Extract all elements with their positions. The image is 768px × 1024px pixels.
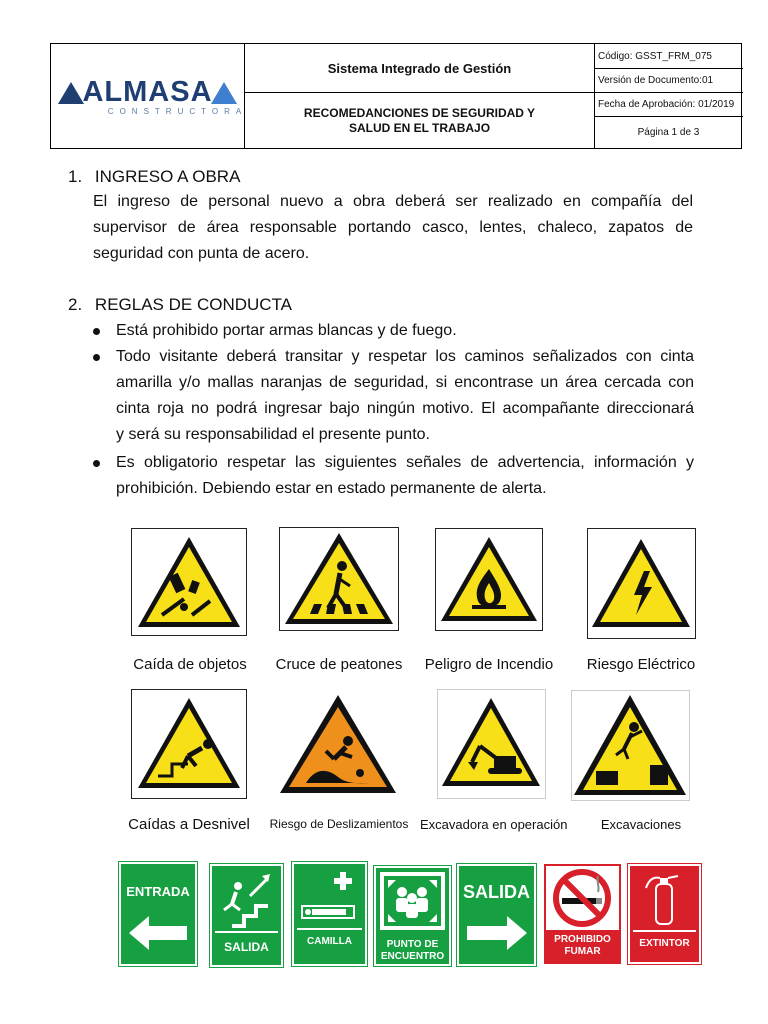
rule-line: Está prohibido portar armas blancas y de fuego. — [116, 322, 457, 339]
stretcher-label: CAMILLA — [307, 935, 352, 947]
section1-line: El ingreso de personal nuevo a obra deberá ser realizado en compañía del — [93, 193, 693, 210]
fire-icon — [436, 529, 542, 630]
fire-extinguisher-icon — [630, 866, 699, 932]
section1-paragraph — [93, 189, 693, 267]
landslide-risk-sign — [276, 689, 401, 799]
no-smoking-label-2: FUMAR — [564, 946, 601, 957]
caption-excavations: Excavaciones — [600, 817, 682, 832]
logo-triangle-icon — [58, 82, 84, 104]
fire-hazard-sign — [435, 528, 543, 631]
document-version — [598, 69, 743, 92]
rule-bullet-3 — [116, 450, 694, 502]
landslide-icon — [276, 689, 401, 799]
electric-risk-sign — [587, 528, 696, 639]
falling-objects-icon — [132, 529, 246, 635]
page-number — [594, 117, 743, 148]
salida-sign — [457, 864, 536, 966]
no-smoking-icon — [546, 866, 619, 932]
stretcher-sign — [292, 862, 367, 966]
meeting-point-label-2: ENCUENTRO — [380, 951, 445, 962]
excavator-operation-sign — [437, 689, 546, 799]
logo-subtitle: CONSTRUCTORA — [107, 107, 248, 116]
falling-objects-sign — [131, 528, 247, 636]
document-header — [50, 43, 742, 149]
bullet-dot — [93, 460, 100, 467]
no-smoking-sign — [544, 864, 621, 964]
caption-fall-from-height: Caídas a Desnivel — [128, 816, 250, 833]
caption-excavator-operation: Excavadora en operación — [420, 817, 568, 832]
fire-extinguisher-label: EXTINTOR — [639, 937, 690, 949]
bullet-dot — [93, 354, 100, 361]
stretcher-icon — [294, 864, 365, 932]
section1-heading — [68, 167, 240, 187]
rule-line: Es obligatorio respetar las siguientes señales de advertencia, información y — [116, 454, 694, 471]
document-version-text: Versión de Documento:01 — [598, 75, 714, 86]
document-title-text: RECOMEDANCIONES DE SEGURIDAD Y SALUD EN EL TRABAJO — [303, 105, 536, 135]
rule-bullet-1 — [116, 318, 694, 344]
caption-landslide-risk: Riesgo de Deslizamientos — [269, 817, 409, 831]
caption-fire-hazard: Peligro de Incendio — [424, 656, 554, 673]
lightning-icon — [588, 529, 695, 638]
excavations-sign — [571, 690, 690, 801]
arrow-right-icon — [459, 908, 534, 958]
rule-line: amarilla y/o mallas naranjas de seguridad, si encontrase un área cercada con — [116, 374, 694, 391]
no-smoking-label-1: PROHIBIDO — [554, 934, 611, 945]
approval-date-text: Fecha de Aprobación: 01/2019 — [598, 99, 735, 110]
rule-line: cinta roja no podrá ingresar bajo ningún motivo. El acompañante direccionará — [116, 400, 694, 417]
excavation-fall-icon — [572, 691, 689, 800]
fall-from-height-sign — [131, 689, 247, 799]
caption-falling-objects: Caída de objetos — [133, 656, 247, 673]
arrow-left-icon — [121, 908, 195, 958]
pedestrian-crossing-sign — [279, 527, 399, 631]
caption-electric-risk: Riesgo Eléctrico — [586, 656, 696, 673]
entrada-label: ENTRADA — [126, 884, 190, 899]
section1-number: 1. — [68, 167, 83, 186]
caption-pedestrian-crossing: Cruce de peatones — [275, 656, 403, 673]
meeting-point-sign — [374, 866, 451, 966]
logo-text: ALMASA — [82, 76, 213, 108]
rule-line: y será su responsabilidad el presente punto. — [116, 426, 430, 443]
document-code — [598, 44, 743, 68]
section1-title: INGRESO A OBRA — [94, 167, 241, 186]
falling-person-icon — [132, 690, 246, 798]
section2-heading — [68, 295, 292, 315]
fire-extinguisher-sign — [628, 864, 701, 964]
logo-triangle-icon — [211, 82, 237, 104]
section1-line: seguridad con punta de acero. — [93, 245, 310, 262]
document-code-text: Código: GSST_FRM_075 — [598, 50, 712, 62]
rule-line: prohibición. Debiendo estar en estado permanente de alerta. — [116, 480, 547, 497]
bullet-dot — [93, 328, 100, 335]
system-title-text: Sistema Integrado de Gestión — [327, 60, 512, 76]
pedestrian-icon — [280, 528, 398, 630]
company-logo — [51, 44, 248, 148]
document-title — [245, 93, 594, 148]
meeting-point-label-1: PUNTO DE — [386, 939, 439, 950]
exit-stairs-sign — [210, 864, 283, 967]
page-number-text: Página 1 de 3 — [637, 127, 700, 138]
salida-label: SALIDA — [463, 882, 530, 902]
meeting-point-icon — [376, 868, 449, 934]
section2-title: REGLAS DE CONDUCTA — [94, 295, 293, 314]
rule-line: Todo visitante deberá transitar y respetar los caminos señalizados con cinta — [116, 348, 694, 365]
section2-number: 2. — [68, 295, 83, 314]
section1-line: supervisor de área responsable portando casco, lentes, chaleco, zapatos de — [93, 219, 693, 236]
entrada-sign — [119, 862, 197, 966]
exit-stairs-icon — [212, 866, 281, 934]
rule-bullet-2 — [116, 344, 694, 448]
approval-date — [598, 93, 743, 116]
exit-stairs-label: SALIDA — [224, 940, 269, 954]
excavator-icon — [438, 690, 545, 798]
system-title — [245, 44, 594, 92]
